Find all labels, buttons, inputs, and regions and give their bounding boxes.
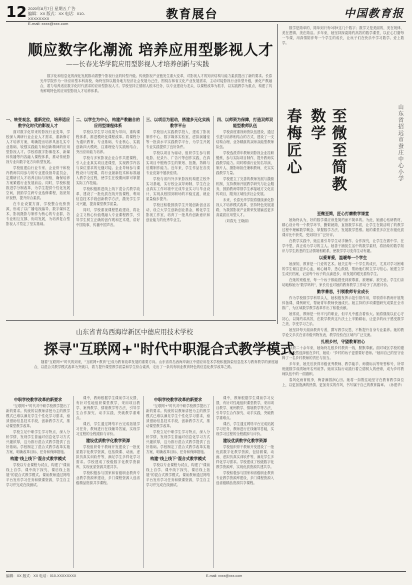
column-subheading: 建设优质数字化教学资源 <box>223 438 267 443</box>
intro-paragraph: 随着"互联网+"时代的到来，"互联网+教育"已成为教育改革发展的重要方向。山东省青岛西海岸新区中德应用技术学校积极探索信息技术与教育教学的深度融合，以混合式教学模式改革为突破口，着力提升课堂教学质量和学生综合素养，走出了一条具有职业教育特色的信息化教学改革之路。 <box>34 360 278 369</box>
side-article-title-line2: 至微至简教数学 <box>309 108 348 193</box>
column-paragraph: 学校以项目为驱动，组织学生参与微电影、纪录片、广告片等创作实践，在真实项目中锻炼学生的策划、拍摄、剪辑与后期制作能力。近年来，学生作品在各类专业竞赛中屡获佳绩。 <box>146 151 210 175</box>
column-divider <box>213 116 214 316</box>
side-article-lead <box>282 26 404 102</box>
article2-intro <box>34 360 278 390</box>
column-paragraph: 学校以专业课程为试点，构建了"课前线上自学、课中线下探究、课后线上拓展"的混合式教学模式。课前教师通过网络平台发布学习任务和微课资源，学生自主学习并完成在线测试。 <box>6 463 70 487</box>
side-article-title-line1: 春梅匠心 <box>285 108 303 176</box>
article2-column-2 <box>76 396 140 568</box>
column-subheading: 一、转变观念，重新定位，培养适应数字化时代的影视人才 <box>6 117 70 128</box>
side-article-header <box>278 104 406 206</box>
masthead-meta-line: 2020年8月7日 星期五 广告 <box>28 6 76 11</box>
column-subheading: 中职学校教学改革的新要求 <box>14 397 62 402</box>
column-paragraph: 在专业设置方面，学校整合优势资源，形成了以广播电视编导、数字媒体艺术、影视摄影与制作为核心的专业群，各专业相互支撑、协同发展，为培养复合型影视人才奠定了坚实基础。 <box>6 202 70 226</box>
side-article-body <box>282 210 404 568</box>
column-subheading: 构建"线上线下"混合式教学模式 <box>150 456 206 461</box>
column-paragraph: 作为学校数学学科带头人，她积极发挥示范引领作用，带领青年教师开展集体备课、课例研究，帮助青年教师快速成长。她主持的多项课题研究成果在全市推广，为区域数学教学改革作出了积极贡献。 <box>282 296 404 310</box>
footer-text: E-mail: xxxx@xxx.com <box>206 574 243 578</box>
column-divider <box>143 116 144 316</box>
masthead <box>6 3 406 26</box>
newspaper-logo: 中国教育报 <box>344 7 404 20</box>
column-paragraph: 学校以专业课程为试点，构建了"课前线上自学、课中线下探究、课后线上拓展"的混合式教学模式。课前教师通过网络平台发布学习任务和微课资源，学生自主学习并完成在线测试。 <box>146 463 210 487</box>
column-subheading: 二、以学生为中心，构建产教融合的应用型课程体系 <box>76 117 140 128</box>
masthead-meta-line: E-mail: xxxx@xxx.com <box>28 21 69 26</box>
newspaper-page <box>6 4 406 581</box>
column-paragraph: 学校建立了完善的教师发展与激励机制，支持教师开展教学研究与社会服务，鼓励教师带领学生承接地方文化宣传项目，服务区域经济社会发展。 <box>216 177 274 196</box>
column-paragraph: 她始终认为，好的数学课应该是简约而不简单的。为此，她潜心钻研教材，精心设计每一个教学环节，删繁就简，直指数学本质，让学生在简洁明了的教学过程中理解数学概念、掌握数学方法、发展数学思维。她的课堂多次在市级优质课评比中获奖，受到同行广泛好评。 <box>282 218 404 237</box>
column-paragraph: 在她的班级里，每一个孩子都能感受到被尊重、被理解、被关爱。学生们亲切地称她为"数学妈妈"，家长们也对她的教育教学工作给予了高度评价。 <box>282 278 404 287</box>
column-paragraph: 同时，学校重视课程思政建设，将社会主义核心价值观融入专业课程教学，引导学生树立正确的创作观和艺术观，讲好中国故事，传播中国声音。 <box>76 208 140 227</box>
column-subheading: 三、以项目为驱动，搭建多元化实践教学平台 <box>146 117 210 128</box>
column-divider <box>73 116 74 316</box>
column-paragraph: 学校以学生学习成果为导向，重构课程体系，推进模块化课程改革。将课程分为通识教育、专业基础、专业核心、实践创新四大模块，注重理论与实践相结合，突出应用能力培养。 <box>76 130 140 154</box>
column-paragraph: 学校还积极鼓励学生开展创新创业活动，设立大学生创新创业基金，孵化学生影视工作室，培育了一批具有创新意识和创业能力的优秀毕业生。 <box>146 203 210 222</box>
column-paragraph: （刘春光 王晓丽） <box>223 219 252 223</box>
article2-kicker: 山东省青岛西海岸新区中德应用技术学校 <box>76 329 193 336</box>
column-paragraph: "互联网+"时代对中职学校教学提出了新的要求。传统的以教师讲授为主的教学模式已难以满足学生个性化学习需求，亟须借助信息技术手段，创新教学方式，推动课堂教学改革。 <box>146 404 210 428</box>
side-article-school: 山东省招远市蚕庄中心小学 <box>397 104 403 182</box>
masthead-meta <box>28 6 88 26</box>
article2-column-4 <box>216 396 274 568</box>
column-subheading: 建设优质数字化教学资源 <box>86 438 130 443</box>
footer-text: 编辑：XX 版式：XX 电话：010-XXXXXXXX <box>6 574 77 578</box>
column-divider <box>143 396 144 568</box>
column-paragraph: 课后，学生通过网络平台完成拓展学习任务，教师进行在线辅导答疑，实现学习过程的全程跟踪与评价。 <box>216 422 274 436</box>
column-paragraph: 学校积极参与国家和省级职业教育专业教学资源库建设，多门课程资源入选省级精品资源共享课程。 <box>76 471 140 485</box>
column-paragraph: 她常说，教师是一份平凡的职业，但平凡中蕴含着伟大。她将继续以匠心守初心，以简约求高效，在数学教育这片沃土上辛勤耕耘，让更多的孩子感受数学之美、享受学习之乐。 <box>282 312 404 326</box>
column-paragraph: 学校立足中职学生学习特点，深入分析学情，发现学生普遍对信息化学习方式兴趣浓厚，这为推行混合式教学提供了良好基础。学校制定了混合式教学改革实施方案，明确改革目标、任务和保障措施。 <box>6 430 70 454</box>
column-paragraph: 学校选派青年教师到影视企业挂职锻炼，参与实际项目制作，提升教师实践教学能力。同时聘请行业知名导演、制片人、摄影师担任兼职教师，充实实践教学力量。 <box>216 151 274 175</box>
article1-column-4 <box>216 116 274 316</box>
article-divider <box>6 320 276 321</box>
article2-title: 探寻"互联网+"时代中职混合式教学模式 <box>44 342 295 358</box>
column-paragraph: 她坚持每天阅读教育专著，撰写教学反思，不断提升自身专业素养。她的教学论文多次在省市级刊物发表，教学经验在区域内广泛交流。 <box>282 328 404 337</box>
article2-column-1 <box>6 396 70 568</box>
column-paragraph: 学校组织骨干教师开发建设了一批优质数字化教学资源，包括微课、动画、虚拟仿真实训软件等，满足学生多样化学习需求。学校建成了校级数字化教学资源库，实现优质资源共建共享。 <box>76 445 140 469</box>
column-paragraph: 多年来，她先后获得市级优秀教师、教学能手、师德标兵等荣誉称号，所带班级数学成绩始终名列前茅。她用实际行动践行着立德树人的使命，成为乡村教师队伍中的一面旗帜。 <box>282 362 404 376</box>
column-paragraph: 课中，教师根据学生课前学习反馈，有针对性地组织课堂教学，采用项目教学、案例教学、情境教学等方法，引导学生合作探究、动手实践，突破教学重难点。 <box>216 396 274 420</box>
column-paragraph: 在教学实践中，她注重引导学生动手操作、合作探究，让学生在做中学、在学中思，真正成为学习的主人。她善于捕捉生活中的数学素材，将抽象的数学知识与学生熟悉的生活情境相联系，使数学学习变得生动有趣。 <box>282 239 404 253</box>
column-paragraph: 面对数字化带来的影视行业变革，学校深入调研行业企业人才需求，重新修订人才培养方案，明确提出培养具备扎实专业基础、较强实践能力和创新精神的应用型影视人才。学校将数字影像技术、新媒体传播等内容融入课程体系，推动传统影视专业向数字化方向转型发展。 <box>6 130 70 164</box>
article2-column-3 <box>146 396 210 568</box>
article1-column-2 <box>76 116 140 316</box>
column-paragraph: 学校积极推进线上线下混合式教学改革，建设了一批优质在线开放课程，利用信息技术手段创新教学方法，激发学生学习兴趣，提高课堂教学质量。 <box>76 187 140 206</box>
column-subheading: 至微至简，匠心打磨数学课堂 <box>317 211 369 216</box>
column-subheading: 扎根乡村，守望教育初心 <box>321 339 365 344</box>
column-paragraph: 课中，教师根据学生课前学习反馈，有针对性地组织课堂教学，采用项目教学、案例教学、情境教学等方法，引导学生合作探究、动手实践，突破教学重难点。 <box>76 396 140 420</box>
article1-column-1 <box>6 116 70 316</box>
column-paragraph: 从教二十余年来，她始终扎根乡村教育一线，默默奉献。面对城区学校的邀请，她毅然选择留在乡村，她说："乡村的孩子更需要好老师。"她用自己的坚守诠释了一名乡村教师的责任与担当。 <box>282 346 404 360</box>
column-paragraph: 她深知，教育是一门爱的艺术。她关注每一个学生的成长，尤其对学习困难的学生倾注更多心血，耐心辅导，悉心鼓励，帮助他们树立学习信心。她建立学生成长档案，记录每个孩子的点滴进步，用发展的眼光看待学生。 <box>282 262 404 276</box>
article1-title: 顺应数字化潮流 培养应用型影视人才 <box>28 42 274 59</box>
column-paragraph: 学校与多家影视企业合作共建课程，引入企业真实项目进课堂，实现教学内容与岗位需求的无缝对接。企业导师参与课程设计与授课，将行业最新技术和标准融入教学全过程，使学生在校期间即可掌握实际工作技能。 <box>76 156 140 185</box>
column-divider <box>73 396 74 568</box>
column-divider <box>213 396 214 568</box>
lead-paragraph: 数学是简单的，简单到只有0到9这几个数字；数学又是美丽的，美在规律、美在逻辑、美在简洁。多年来，她坚持探索简约高效的数学课堂，以匠心打磨每一节课，用真情陪伴每一个学生的成长，让孩子们在快乐中学习数学、爱上数学。 <box>282 26 404 45</box>
column-paragraph: "互联网+"时代对中职学校教学提出了新的要求。传统的以教师讲授为主的教学模式已难以满足学生个性化学习需求，亟须借助信息技术手段，创新教学方式，推动课堂教学改革。 <box>6 404 70 428</box>
column-paragraph: 学校组织骨干教师开发建设了一批优质数字化教学资源，包括微课、动画、虚拟仿真实训软件等，满足学生多样化学习需求。学校建成了校级数字化教学资源库，实现优质资源共建共享。 <box>216 445 274 469</box>
column-subheading: 中职学校教学改革的新要求 <box>154 397 202 402</box>
column-paragraph: 学校组建由行业专家、企业骨干和校内教师共同参与的专业建设指导委员会，定期研讨人才培养目标与规格，确保培养方案紧跟行业发展前沿。同时，学校积极推进学分制改革，为学生提供个性化发展空间，鼓励学生跨专业选修课程，拓宽知识视野，提升综合素质。 <box>6 166 70 200</box>
masthead-meta-line: 编辑：XX 版式：XX 电话：010-XXXXXXXX <box>28 11 85 21</box>
article1-subtitle: ——长春光华学院应用型影视人才培养创新与实践 <box>66 60 209 68</box>
column-subheading: 以爱育爱，温暖每一个学生 <box>319 255 367 260</box>
column-paragraph: 学校积极参与国家和省级职业教育专业教学资源库建设，多门课程资源入选省级精品资源共享课程。 <box>216 471 274 485</box>
column-paragraph: 春风化雨育桃李，梅香满园润心田。她将一如既往地坚守在教育教学岗位上，以更加饱满的热情、更加务实的作风，书写属于自己的教育篇章。（孙建华） <box>282 378 404 387</box>
section-title: 教育展台 <box>166 7 219 21</box>
page-number: 12 <box>6 3 27 21</box>
column-paragraph: 学校与省内外多家影视机构建立校外实习基地，实行校企双导师制，学生在企业真实工作环境中完成毕业实习与毕业设计，实现从校园到职场的平稳过渡，就业质量稳步提升。 <box>146 177 210 201</box>
column-subheading: 勤学善思，引领教师专业成长 <box>317 289 369 294</box>
column-paragraph: 课后，学生通过网络平台完成拓展学习任务，教师进行在线辅导答疑，实现学习过程的全程跟踪与评价。 <box>76 422 140 436</box>
article1-intro <box>40 74 272 110</box>
intro-paragraph: 数字化和信息化的深化发展推动着整个影视行业的转型升级。传统影视产业链发生重大变革，对影视人才的知识结构与能力素质提出了新的要求。长春光华学院作为一所应用型本科高校，始终坚持以服务地方经济社会发展为己任，围绕吉林省文化产业发展需求，主动对接影视行业转型升级，深化产教融合，着力培养适应数字化时代需求的应用型影视人才。学校坚持立德树人根本任务，以专业建设为龙头，以课程改革为抓手，以实践教学为重点，构建了具有鲜明特色的应用型影视人才培养体系。 <box>40 74 272 93</box>
column-paragraph: 未来，长春光华学院将继续深化影视人才培养模式改革，坚持特色发展道路，为我国影视产业繁荣发展输送更多高素质应用型人才。 <box>216 198 274 217</box>
column-paragraph: 学校立足中职学生学习特点，深入分析学情，发现学生普遍对信息化学习方式兴趣浓厚，这为推行混合式教学提供了良好基础。学校制定了混合式教学改革实施方案，明确改革目标、任务和保障措施。 <box>146 430 210 454</box>
article1-column-3 <box>146 116 210 316</box>
page-footer <box>6 571 406 582</box>
column-subheading: 构建"线上线下"混合式教学模式 <box>10 456 66 461</box>
column-subheading: 四、以师资为保障，打造双师双能型教师队伍 <box>217 117 273 128</box>
column-paragraph: 学校加大实践教学投入，建成了影视制作中心、数字媒体实验室、虚拟演播室等一批高水平实践教学平台，为学生开展专业实践提供了良好条件。 <box>146 130 210 149</box>
column-paragraph: 学校高度重视师资队伍建设，通过引进与培养相结合的方式，建设了一支结构合理、业务精湛的双师双能型教师队伍。 <box>216 130 274 149</box>
